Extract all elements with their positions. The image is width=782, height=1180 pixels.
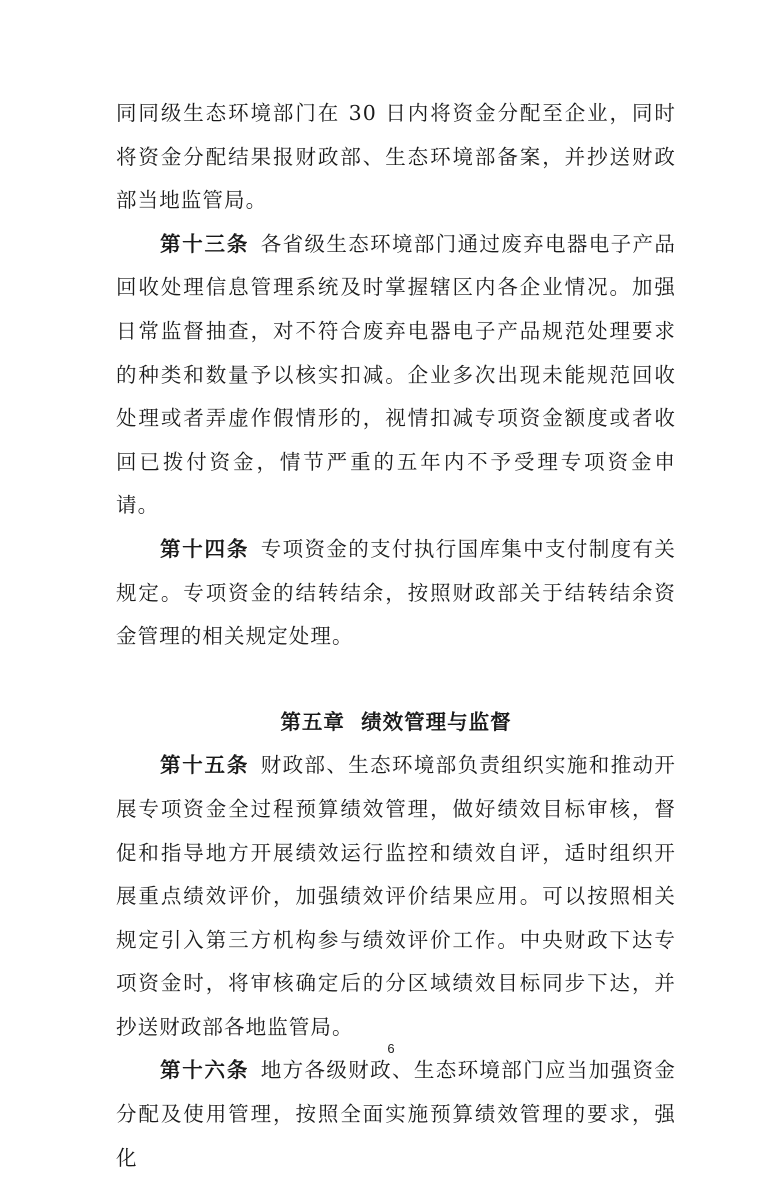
article-13 — [116, 223, 676, 528]
document-body — [116, 92, 676, 1180]
paragraph-continuation — [116, 92, 676, 223]
paragraph-text: 同同级生态环境部门在 30 日内将资金分配至企业，同时将资金分配结果报财政部、生态环境部备案，并抄送财政部当地监管局。 — [116, 101, 676, 213]
article-16 — [116, 1049, 676, 1180]
article-16-text: 地方各级财政、生态环境部门应当加强资金分配及使用管理，按照全面实施预算绩效管理的要求，强化 — [116, 1058, 677, 1170]
article-16-heading: 第十六条 — [160, 1058, 250, 1083]
article-13-text: 各省级生态环境部门通过废弃电器电子产品回收处理信息管理系统及时掌握辖区内各企业情况。加强日常监督抽查，对不符合废弃电器电子产品规范处理要求的种类和数量予以核实扣减。企业多次出现未能规范回收处理或者弄虚作假情形的，视情扣减专项资金额度或者收回已拨付资金，情节严重的五年内不予受理专项资金申请。 — [116, 231, 677, 518]
article-13-heading: 第十三条 — [160, 231, 250, 256]
article-14-text: 专项资金的支付执行国库集中支付制度有关规定。专项资金的结转结余，按照财政部关于结转结余资金管理的相关规定处理。 — [116, 536, 677, 649]
article-15 — [116, 744, 676, 1049]
article-14-heading: 第十四条 — [160, 536, 250, 561]
article-14 — [116, 528, 676, 659]
article-15-text: 财政部、生态环境部负责组织实施和推动开展专项资金全过程预算绩效管理，做好绩效目标审核，督促和指导地方开展绩效运行监控和绩效自评，适时组织开展重点绩效评价，加强绩效评价结果应用。可以按照相关规定引入第三方机构参与绩效评价工作。中央财政下达专项资金时，将审核确定后的分区域绩效目标同步下达，并抄送财政部各地监管局。 — [116, 753, 677, 1039]
chapter-5-title: 第五章 绩效管理与监督 — [280, 709, 512, 734]
page-number: 6 — [387, 1041, 395, 1056]
article-15-heading: 第十五条 — [160, 753, 250, 778]
